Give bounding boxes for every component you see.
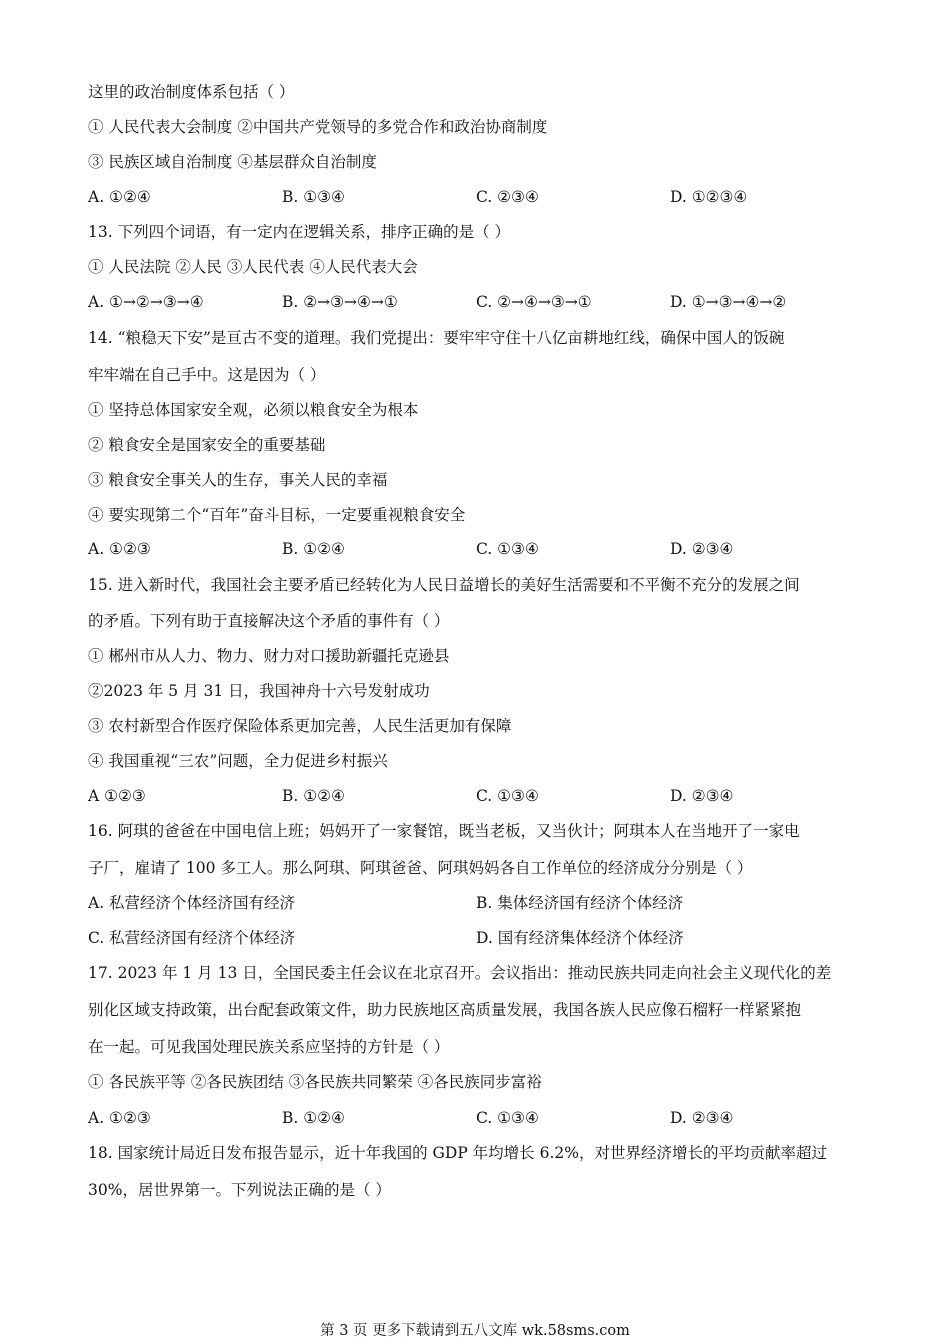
q17-stem-line: 17. 2023 年 1 月 13 日，全国民委主任会议在北京召开。会议指出：推动民族共同走向社会主义现代化的差 [88,964,832,982]
q14-item: ② 粮食安全是国家安全的重要基础 [88,436,326,454]
q14-option-a: A. ①②③ [88,540,151,558]
q16-stem-line: 16. 阿琪的爸爸在中国电信上班；妈妈开了一家餐馆，既当老板，又当伙计；阿琪本人在当地开了一家电 [88,822,800,840]
q17-option-a: A. ①②③ [88,1109,151,1127]
q17-stem-line: 别化区域支持政策，出台配套政策文件，助力民族地区高质量发展，我国各族人民应像石榴籽一样紧紧抱 [88,1001,802,1019]
q14-item: ③ 粮食安全事关人的生存，事关人民的幸福 [88,471,388,489]
q14-item: ④ 要实现第二个“百年”奋斗目标，一定要重视粮食安全 [88,506,466,524]
q12-option-b: B. ①③④ [282,188,345,206]
q15-item: ① 郴州市从人力、物力、财力对口援助新疆托克逊县 [88,647,450,665]
q16-option-a: A. 私营经济个体经济国有经济 [88,894,296,912]
q13-stem: 13. 下列四个词语，有一定内在逻辑关系，排序正确的是（ ） [88,223,511,241]
q16-option-d: D. 国有经济集体经济个体经济 [476,929,684,947]
q18-stem-line: 18. 国家统计局近日发布报告显示，近十年我国的 GDP 年均增长 6.2%，对世界经济增长的平均贡献率超过 [88,1144,827,1162]
q17-item: ① 各民族平等 ②各民族团结 ③各民族共同繁荣 ④各民族同步富裕 [88,1073,542,1091]
q12-item: ③ 民族区域自治制度 ④基层群众自治制度 [88,153,377,171]
q17-option-b: B. ①②④ [282,1109,345,1127]
q15-option-d: D. ②③④ [670,787,734,805]
q16-stem-line: 子厂，雇请了 100 多工人。那么阿琪、阿琪爸爸、阿琪妈妈各自工作单位的经济成分分别是（ ） [88,859,753,877]
q14-option-d: D. ②③④ [670,540,734,558]
q12-stem: 这里的政治制度体系包括（ ） [88,83,295,101]
q15-item: ③ 农村新型合作医疗保险体系更加完善，人民生活更加有保障 [88,717,512,735]
q13-option-d: D. ①→③→④→② [670,293,787,311]
q15-option-c: C. ①③④ [476,787,539,805]
q13-option-b: B. ②→③→④→① [282,293,398,311]
q17-option-c: C. ①③④ [476,1109,539,1127]
q16-option-b: B. 集体经济国有经济个体经济 [476,894,684,912]
q13-item: ① 人民法院 ②人民 ③人民代表 ④人民代表大会 [88,258,418,276]
q12-option-d: D. ①②③④ [670,188,748,206]
q13-option-a: A. ①→②→③→④ [88,293,204,311]
q14-item: ① 坚持总体国家安全观，必须以粮食安全为根本 [88,401,419,419]
q14-stem-line: 牢牢端在自己手中。这是因为（ ） [88,366,326,384]
q12-item: ① 人民代表大会制度 ②中国共产党领导的多党合作和政治协商制度 [88,118,548,136]
q15-option-b: B. ①②④ [282,787,345,805]
q12-option-a: A. ①②④ [88,188,151,206]
q13-option-c: C. ②→④→③→① [476,293,592,311]
q12-option-c: C. ②③④ [476,188,539,206]
q18-stem-line: 30%，居世界第一。下列说法正确的是（ ） [88,1181,391,1199]
page-footer: 第 3 页 更多下载请到五八文库 wk.58sms.com [320,1323,630,1339]
q15-stem-line: 的矛盾。下列有助于直接解决这个矛盾的事件有（ ） [88,612,450,630]
q16-option-c: C. 私营经济国有经济个体经济 [88,929,296,947]
q17-option-d: D. ②③④ [670,1109,734,1127]
q17-stem-line: 在一起。可见我国处理民族关系应坚持的方针是（ ） [88,1038,450,1056]
q15-item: ②2023 年 5 月 31 日，我国神舟十六号发射成功 [88,682,430,700]
q15-stem-line: 15. 进入新时代，我国社会主要矛盾已经转化为人民日益增长的美好生活需要和不平衡不充分的发展之间 [88,576,800,594]
q14-option-c: C. ①③④ [476,540,539,558]
q14-option-b: B. ①②④ [282,540,345,558]
q14-stem-line: 14. “粮稳天下安”是亘古不变的道理。我们党提出：要牢牢守住十八亿亩耕地红线，确保中国人的饭碗 [88,329,785,347]
q15-option-a: A ①②③ [88,787,146,805]
q15-item: ④ 我国重视“三农”问题，全力促进乡村振兴 [88,752,388,770]
